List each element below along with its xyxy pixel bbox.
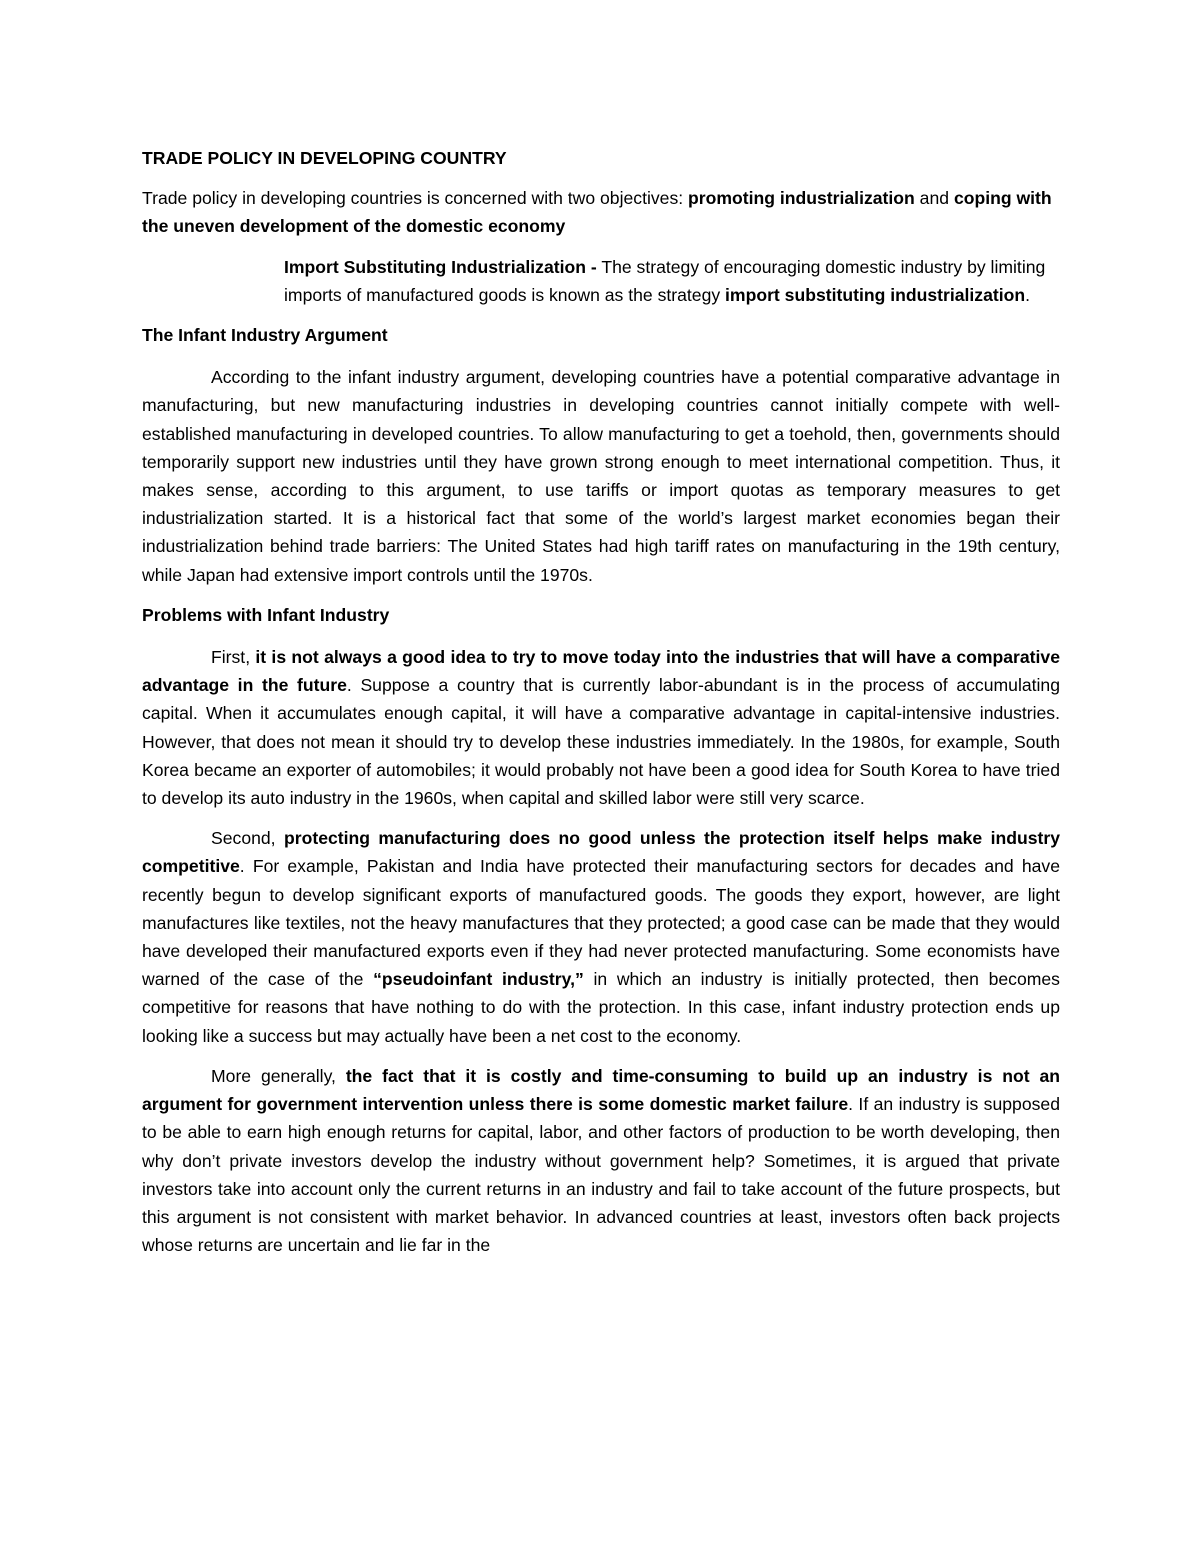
intro-text-2: and bbox=[914, 188, 954, 209]
section-heading-problems: Problems with Infant Industry bbox=[142, 604, 390, 625]
isi-definition bbox=[284, 253, 1060, 309]
second-bold-2: “pseudoinfant industry,” bbox=[373, 969, 584, 990]
isi-term: Import Substituting Industrialization - bbox=[284, 256, 597, 277]
section-heading-infant-industry: The Infant Industry Argument bbox=[142, 325, 388, 346]
infant-industry-paragraph: According to the infant industry argument, developing countries have a potential comparative advantage in manufacturing, but new manufacturing industries in developing countries cannot initially compete with well-established manufacturing in developed countries. To allow manufacturing to get a toehold, then, governments should temporarily support new industries until they have grown strong enough to meet international competition. Thus, it makes sense, according to this argument, to use tariffs or import quotas as temporary measures to get industrialization started. It is a historical fact that some of the world’s largest market economies began their industrialization behind trade barriers: The United States had high tariff rates on manufacturing in the 19th century, while Japan had extensive import controls until the 1970s. bbox=[142, 367, 1060, 585]
first-bold-1: it is not always a good idea to try to move today into the industries that will have a comparative advantage in the future bbox=[142, 647, 1060, 696]
first-text-2: . Suppose a country that is currently labor-abundant is in the process of accumulating capital. When it accumulates enough capital, it will have a comparative advantage in capital-intensive industries. However, that does not mean it should try to develop these industries immediately. In the 1980s, for example, South Korea became an exporter of automobiles; it would probably not have been a good idea for South Korea to have tried to develop its auto industry in the 1960s, when capital and skilled labor were still very scarce. bbox=[142, 675, 1061, 809]
document-title: TRADE POLICY IN DEVELOPING COUNTRY bbox=[142, 148, 507, 168]
isi-text-2: . bbox=[1025, 284, 1030, 305]
intro-bold-2: coping with the uneven development of the domestic economy bbox=[142, 188, 1052, 237]
problems-paragraph-third bbox=[142, 1062, 1060, 1259]
intro-text-1: Trade policy in developing countries is concerned with two objectives: bbox=[142, 188, 689, 209]
second-text-1: Second, bbox=[211, 828, 284, 849]
problems-paragraph-first bbox=[142, 643, 1060, 812]
first-text-1: First, bbox=[211, 647, 256, 668]
intro-paragraph bbox=[142, 184, 1060, 240]
problems-paragraph-second bbox=[142, 824, 1060, 1050]
isi-bold-1: import substituting industrialization bbox=[725, 284, 1026, 305]
document-page bbox=[142, 132, 1060, 1271]
third-text-1: More generally, bbox=[211, 1065, 346, 1086]
second-text-3: in which an industry is initially protected, then becomes competitive for reasons that have nothing to do with the protection. In this case, infant industry protection ends up looking like a success but may actually have been a net cost to the economy. bbox=[142, 969, 1060, 1046]
third-bold-1: the fact that it is costly and time-consuming to build up an industry is not an argument for government intervention unless there is some domestic market failure bbox=[142, 1065, 1060, 1115]
intro-bold-1: promoting industrialization bbox=[688, 188, 915, 209]
second-text-2: . For example, Pakistan and India have protected their manufacturing sectors for decades and have recently begun to develop significant exports of manufactured goods. The goods they export, however, are light manufactures like textiles, not the heavy manufactures that they protected; a good case can be made that they would have developed their manufactured exports even if they had never protected manufacturing. Some economists have warned of the case of the bbox=[142, 856, 1060, 990]
isi-text-1: The strategy of encouraging domestic industry by limiting imports of manufactured goods is known as the strategy bbox=[284, 256, 1046, 305]
third-text-2: . If an industry is supposed to be able to earn high enough returns for capital, labor, and other factors of production to be worth developing, then why don’t private investors develop the industry without government help? Sometimes, it is argued that private investors take into account only the current returns in an industry and fail to take account of the future prospects, but this argument is not consistent with market behavior. In advanced countries at least, investors often back projects whose returns are uncertain and lie far in the bbox=[142, 1094, 1060, 1256]
second-bold-1: protecting manufacturing does no good unless the protection itself helps make industry competitive bbox=[142, 828, 1060, 877]
